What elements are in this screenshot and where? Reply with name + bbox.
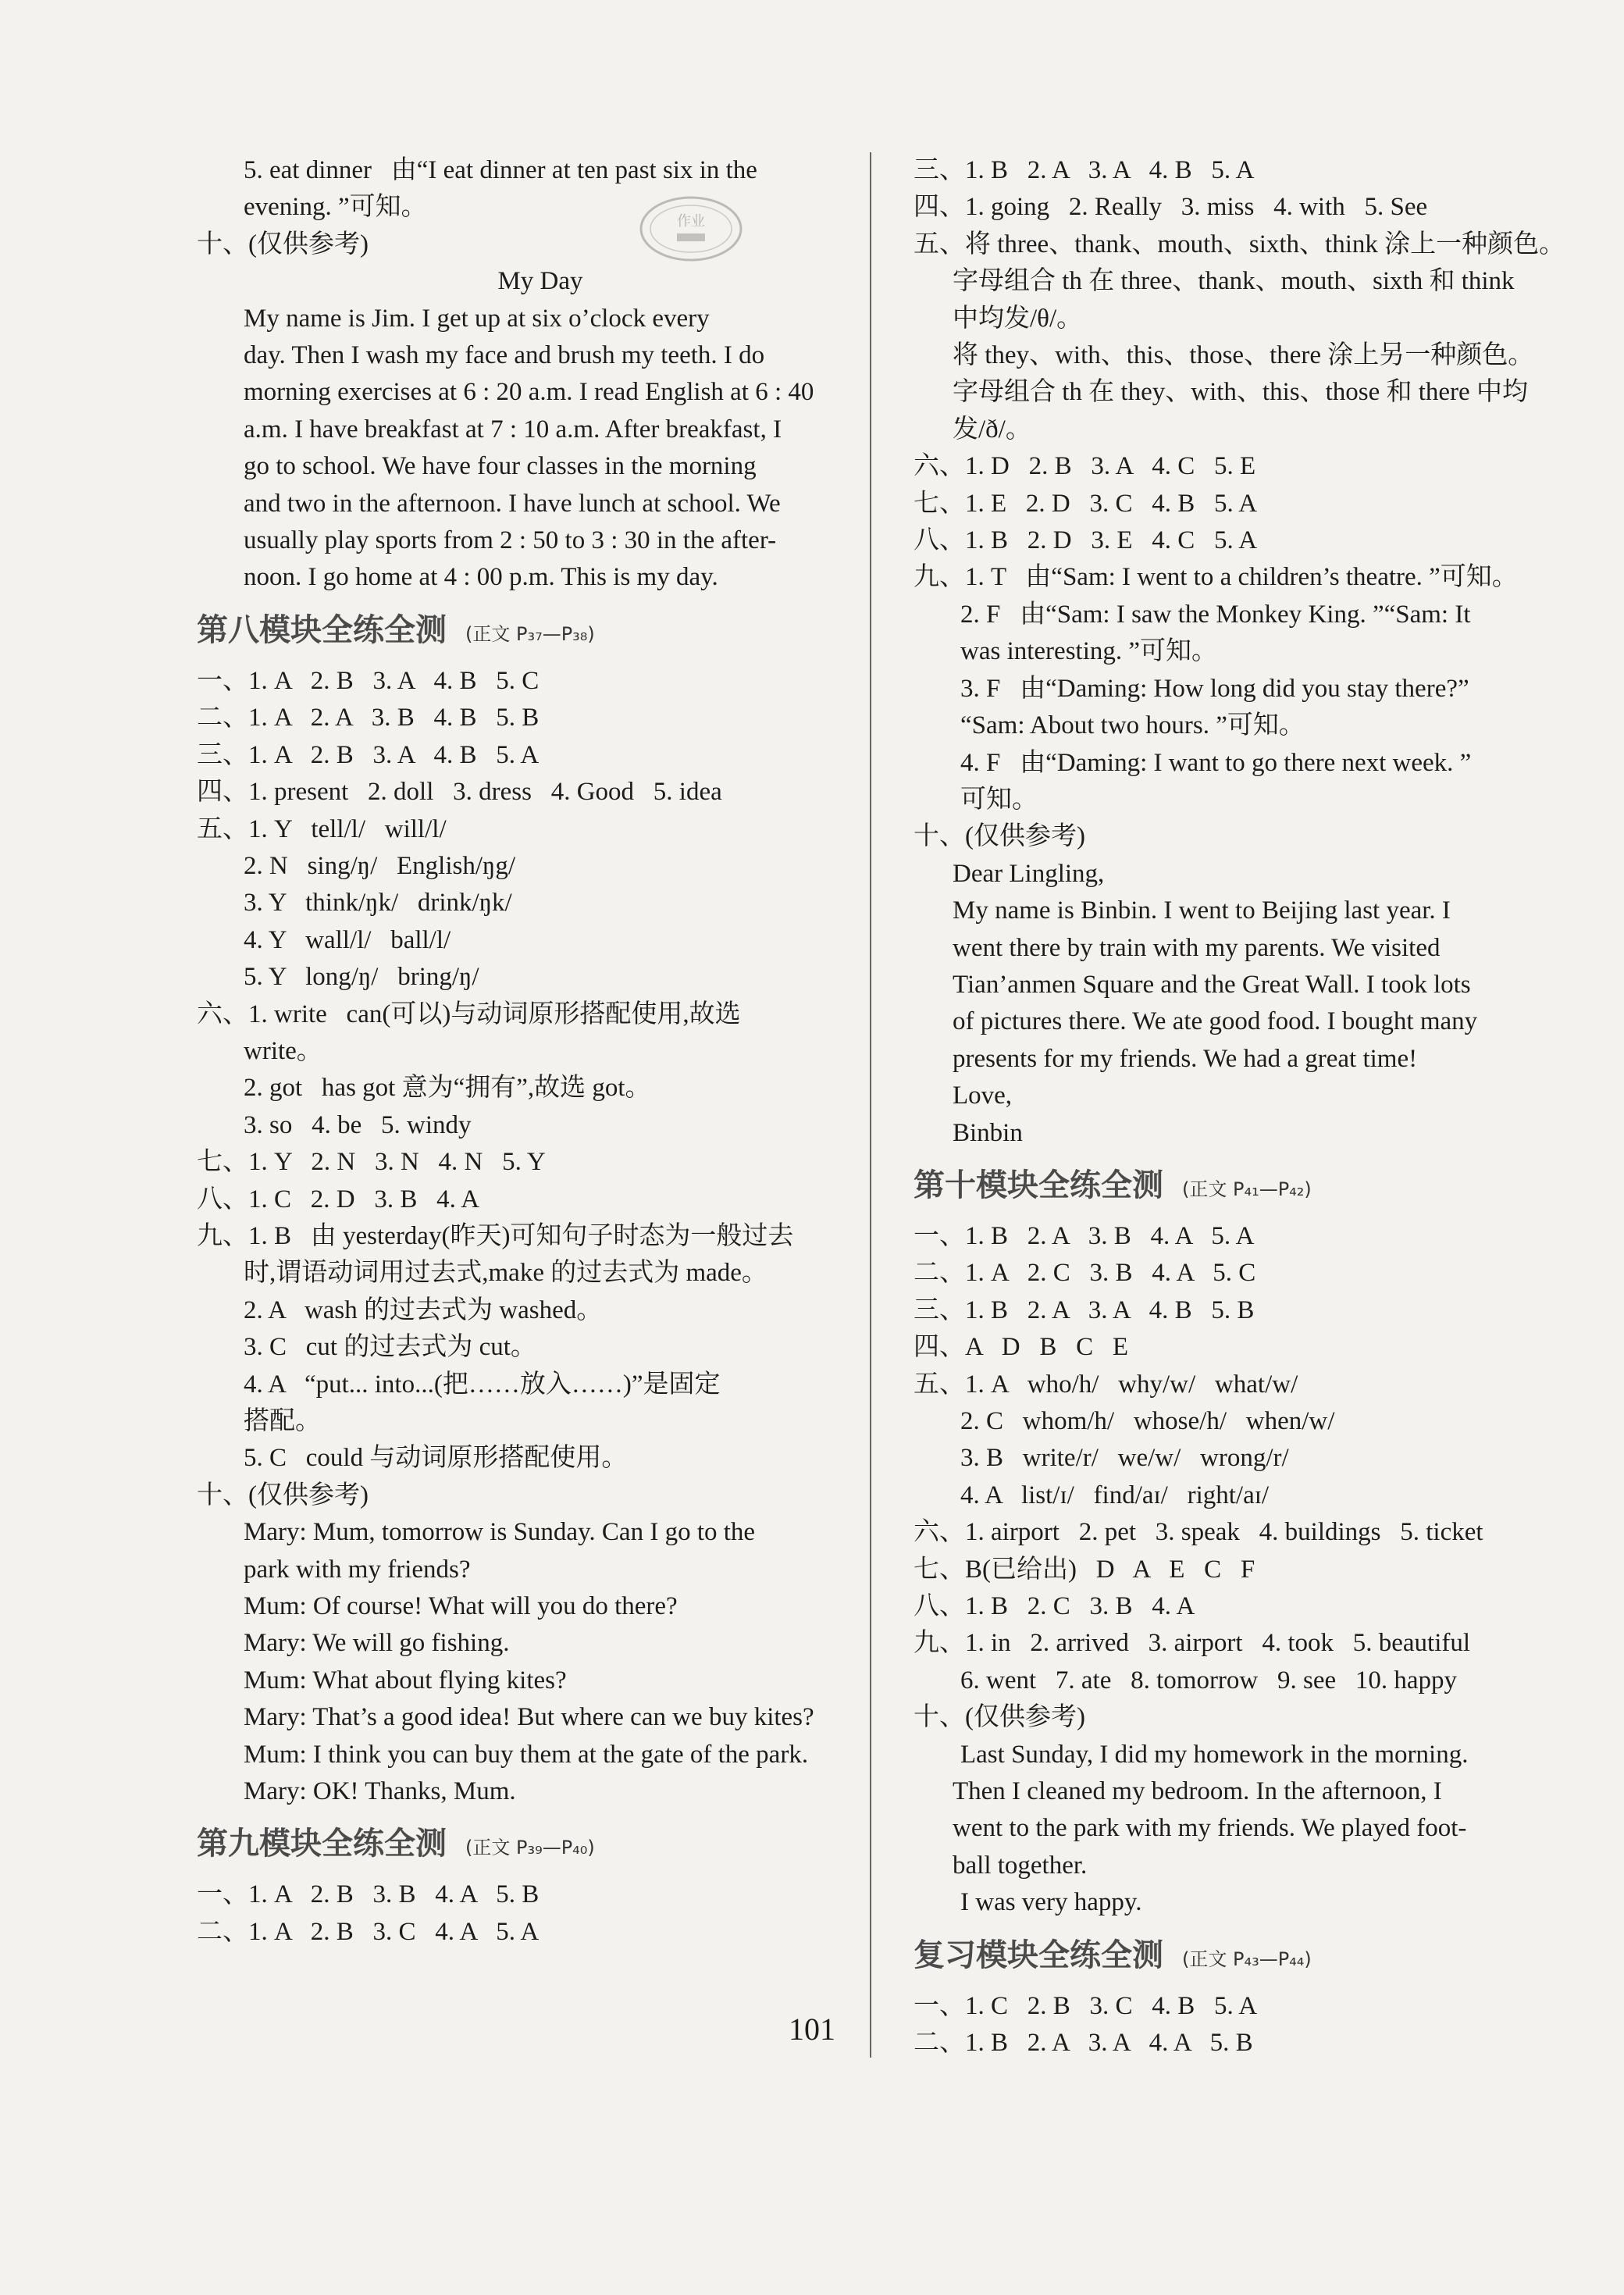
answer-line: 五、1. Y tell/l/ will/l/ (197, 814, 447, 843)
answer-line: ball together. (953, 1851, 1088, 1880)
answer-line: 3. F 由“Daming: How long did you stay there?” (960, 674, 1469, 703)
answer-line: 搭配。 (244, 1407, 321, 1435)
section-title: 第八模块全练全测 (197, 611, 447, 648)
answer-line: 九、1. in 2. arrived 3. airport 4. took 5. beautiful (914, 1629, 1471, 1658)
answer-line: My name is Binbin. I went to Beijing last year. I (953, 896, 1451, 925)
answer-line: morning exercises at 6 : 20 a.m. I read English at 6 : 40 (244, 378, 814, 407)
answer-line: 5. C could 与动词原形搭配使用。 (244, 1444, 628, 1473)
answer-line: My name is Jim. I get up at six o’clock every (244, 304, 710, 333)
answer-line: write。 (244, 1036, 322, 1065)
section-page-range: (正文 P₄₁—P₄₂) (1182, 1178, 1312, 1200)
answer-line: 十、(仅供参考) (914, 822, 1085, 851)
answer-line: Mary: OK! Thanks, Mum. (244, 1777, 516, 1806)
answer-line: of pictures there. We ate good food. I bought many (953, 1007, 1478, 1036)
section-title: 第十模块全练全测 (914, 1167, 1163, 1203)
answer-line: 4. A “put... into...(把……放入……)”是固定 (244, 1370, 721, 1399)
answer-line: and two in the afternoon. I have lunch at school. We (244, 489, 781, 518)
answer-line: usually play sports from 2 : 50 to 3 : 30 in the after- (244, 526, 777, 555)
answer-line: 3. so 4. be 5. windy (244, 1110, 472, 1139)
answer-line: 3. Y think/ŋk/ drink/ŋk/ (244, 889, 512, 918)
answer-line: 时,谓语动词用过去式,make 的过去式为 made。 (244, 1259, 767, 1288)
left-column (197, 152, 884, 1951)
answer-line: 5. Y long/ŋ/ bring/ŋ/ (244, 963, 479, 992)
answer-line: 2. A wash 的过去式为 washed。 (244, 1295, 603, 1324)
answer-line: go to school. We have four classes in the morning (244, 452, 757, 481)
answer-line: 6. went 7. ate 8. tomorrow 9. see 10. happy (960, 1666, 1458, 1695)
answer-line: 六、1. write can(可以)与动词原形搭配使用,故选 (197, 1000, 741, 1028)
page-number: 101 (789, 2012, 835, 2047)
answer-line: 六、1. D 2. B 3. A 4. C 5. E (914, 452, 1256, 481)
section-heading (197, 1816, 884, 1875)
answer-line: 2. got has got 意为“拥有”,故选 got。 (244, 1074, 651, 1103)
column-divider (870, 152, 871, 2058)
answer-line: 中均发/θ/。 (953, 304, 1083, 333)
answer-line: 八、1. B 2. D 3. E 4. C 5. A (914, 526, 1258, 555)
section-heading (914, 1158, 1601, 1217)
answer-line: 将 they、with、this、those、there 涂上另一种颜色。 (953, 341, 1534, 370)
answer-line: Mum: Of course! What will you do there? (244, 1592, 678, 1621)
answer-line: evening. ”可知。 (244, 193, 427, 222)
homework-stamp-logo (636, 191, 746, 265)
answer-line: park with my friends? (244, 1555, 471, 1584)
section-page-range: (正文 P₃₉—P₄₀) (465, 1837, 595, 1859)
answer-line: “Sam: About two hours. ”可知。 (960, 711, 1305, 740)
answer-line: 可知。 (960, 785, 1038, 814)
answer-line: 七、B(已给出) D A E C F (914, 1555, 1255, 1584)
answer-line: 四、1. going 2. Really 3. miss 4. with 5. See (914, 193, 1428, 222)
section-page-range: (正文 P₄₃—P₄₄) (1182, 1948, 1312, 1970)
answer-line: 2. F 由“Sam: I saw the Monkey King. ”“Sam: It (960, 600, 1471, 629)
answer-line: 五、1. A who/h/ why/w/ what/w/ (914, 1370, 1298, 1399)
answer-line: noon. I go home at 4 : 00 p.m. This is my day. (244, 563, 718, 592)
answer-line: 一、1. B 2. A 3. B 4. A 5. A (914, 1221, 1255, 1250)
answer-line: 二、1. A 2. B 3. C 4. A 5. A (197, 1917, 540, 1946)
answer-line: 十、(仅供参考) (197, 230, 369, 258)
answer-line: I was very happy. (960, 1888, 1142, 1917)
answer-line: Dear Lingling, (953, 859, 1105, 888)
answer-line: 八、1. C 2. D 3. B 4. A (197, 1185, 480, 1213)
answer-line: 七、1. E 2. D 3. C 4. B 5. A (914, 489, 1258, 518)
answer-line: Mary: We will go fishing. (244, 1629, 510, 1658)
answer-line: 2. N sing/ŋ/ English/ŋg/ (244, 851, 515, 880)
answer-line: Last Sunday, I did my homework in the morning. (960, 1740, 1469, 1769)
answer-line: 字母组合 th 在 they、with、this、those 和 there 中均 (953, 378, 1528, 407)
answer-line: 二、1. B 2. A 3. A 4. A 5. B (914, 2029, 1253, 2058)
answer-line: was interesting. ”可知。 (960, 637, 1218, 666)
answer-line: 二、1. A 2. C 3. B 4. A 5. C (914, 1259, 1256, 1288)
answer-line: Binbin (953, 1118, 1023, 1147)
answer-line: 发/ð/。 (953, 415, 1031, 444)
answer-line: 5. eat dinner 由“I eat dinner at ten past six in the (244, 156, 757, 184)
answer-line: 4. Y wall/l/ ball/l/ (244, 925, 451, 954)
answer-line: 4. F 由“Daming: I want to go there next week. ” (960, 748, 1472, 777)
answer-line: 三、1. A 2. B 3. A 4. B 5. A (197, 740, 540, 769)
answer-line: 五、将 three、thank、mouth、sixth、think 涂上一种颜色。 (914, 230, 1565, 258)
answer-line: Mary: That’s a good idea! But where can we buy kites? (244, 1703, 814, 1732)
answer-line: went there by train with my parents. We visited (953, 933, 1441, 962)
answer-line: 十、(仅供参考) (914, 1703, 1085, 1732)
answer-line: Tian’anmen Square and the Great Wall. I took lots (953, 970, 1471, 999)
answer-line: 三、1. B 2. A 3. A 4. B 5. B (914, 1295, 1255, 1324)
answer-line: 八、1. B 2. C 3. B 4. A (914, 1592, 1195, 1621)
section-page-range: (正文 P₃₇—P₃₈) (465, 622, 595, 645)
section-heading (197, 603, 884, 661)
answer-line: Mary: Mum, tomorrow is Sunday. Can I go to the (244, 1518, 756, 1547)
answer-line: 一、1. A 2. B 3. A 4. B 5. C (197, 666, 540, 695)
answer-line: 3. B write/r/ we/w/ wrong/r/ (960, 1444, 1289, 1473)
answer-line: went to the park with my friends. We played foot- (953, 1814, 1467, 1843)
answer-line: 2. C whom/h/ whose/h/ when/w/ (960, 1407, 1335, 1435)
answer-line: 四、A D B C E (914, 1333, 1129, 1362)
answer-line: 七、1. Y 2. N 3. N 4. N 5. Y (197, 1148, 546, 1177)
answer-line: 九、1. B 由 yesterday(昨天)可知句子时态为一般过去 (197, 1221, 794, 1250)
answer-line: a.m. I have breakfast at 7 : 10 a.m. After breakfast, I (244, 415, 782, 444)
svg-text:作业: 作业 (677, 213, 705, 230)
answer-line: Then I cleaned my bedroom. In the afternoon, I (953, 1777, 1442, 1806)
answer-line: 十、(仅供参考) (197, 1481, 369, 1509)
answer-line: 九、1. T 由“Sam: I went to a children’s theatre. ”可知。 (914, 563, 1518, 592)
section-title: 复习模块全练全测 (914, 1937, 1163, 1973)
answer-line: My Day (497, 267, 583, 296)
section-title: 第九模块全练全测 (197, 1826, 447, 1862)
answer-line: 四、1. present 2. doll 3. dress 4. Good 5. idea (197, 778, 722, 807)
answer-line: Mum: What about flying kites? (244, 1666, 567, 1695)
answer-line: 一、1. A 2. B 3. B 4. A 5. B (197, 1880, 540, 1909)
answer-line: 三、1. B 2. A 3. A 4. B 5. A (914, 156, 1255, 184)
right-column (914, 152, 1601, 2062)
answer-line: 二、1. A 2. A 3. B 4. B 5. B (197, 704, 540, 732)
answer-line: day. Then I wash my face and brush my teeth. I do (244, 341, 765, 370)
answer-line: 字母组合 th 在 three、thank、mouth、sixth 和 think (953, 267, 1515, 296)
answer-line: presents for my friends. We had a great time! (953, 1044, 1418, 1073)
answer-line: Mum: I think you can buy them at the gate of the park. (244, 1740, 809, 1769)
answer-line: 一、1. C 2. B 3. C 4. B 5. A (914, 1991, 1258, 2020)
section-heading (914, 1928, 1601, 1987)
answer-line: 六、1. airport 2. pet 3. speak 4. buildings 5. ticket (914, 1518, 1483, 1547)
answer-line: 3. C cut 的过去式为 cut。 (244, 1333, 536, 1362)
answer-line: 4. A list/ɪ/ find/aɪ/ right/aɪ/ (960, 1481, 1270, 1509)
answer-line: Love, (953, 1082, 1013, 1110)
